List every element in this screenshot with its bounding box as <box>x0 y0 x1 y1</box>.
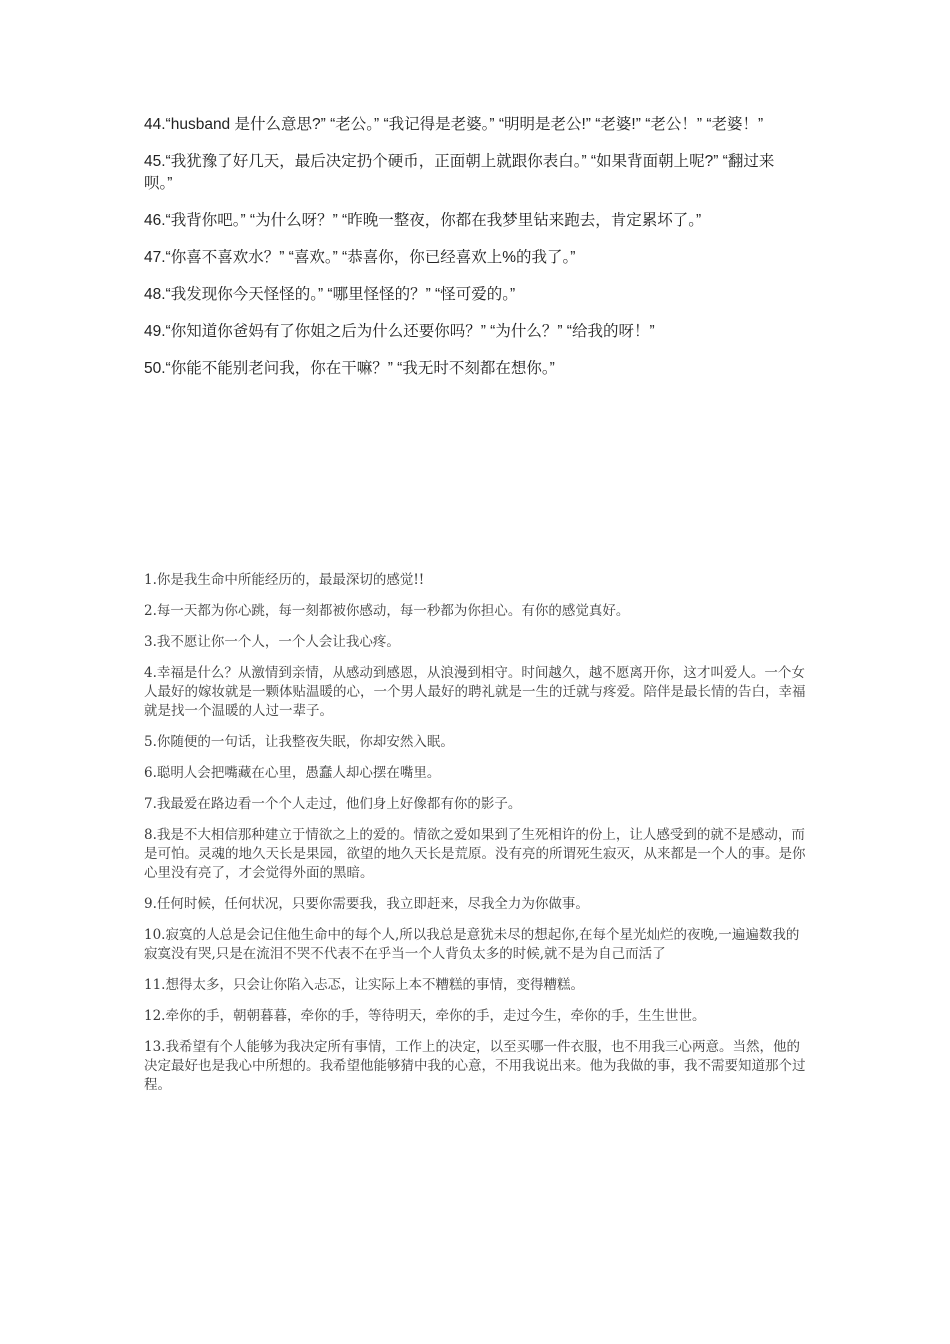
paragraph-46: 46.“我背你吧。” “为什么呀？” “昨晚一整夜，你都在我梦里钻来跑去，肯定累坏了。” <box>144 212 702 229</box>
quote-7: 7.我最爱在路边看一个个人走过，他们身上好像都有你的影子。 <box>144 796 522 812</box>
quote-10: 10.寂寞的人总是会记住他生命中的每个人,所以我总是意犹未尽的想起你,在每个星光灿烂的夜晚,一遍遍数我的寂寞没有哭,只是在流泪不哭不代表不在乎当一个人背负太多的时候,就不是为自己而活了 <box>144 927 800 962</box>
quote-9: 9.任何时候，任何状况，只要你需要我，我立即赶来，尽我全力为你做事。 <box>144 896 589 912</box>
paragraph-45: 45.“我犹豫了好几天，最后决定扔个硬币，正面朝上就跟你表白。” “如果背面朝上呢?” “翻过来呗。” <box>144 153 775 192</box>
quote-5: 5.你随便的一句话，让我整夜失眠，你却安然入眠。 <box>144 734 454 750</box>
paragraph-44: 44.“husband 是什么意思?” “老公。” “我记得是老婆。” “明明是老公!” “老婆!” “老公！” “老婆！” <box>144 116 764 133</box>
quote-3: 3.我不愿让你一个人，一个人会让我心疼。 <box>144 634 400 650</box>
quote-12: 12.牵你的手，朝朝暮暮，牵你的手，等待明天，牵你的手，走过今生，牵你的手，生生世世。 <box>144 1008 706 1024</box>
quote-1: 1.你是我生命中所能经历的，最最深切的感觉!! <box>144 572 425 588</box>
love-quotes-section <box>144 571 808 1107</box>
quote-6: 6.聪明人会把嘴藏在心里，愚蠢人却心摆在嘴里。 <box>144 765 441 781</box>
paragraph-48: 48.“我发现你今天怪怪的。” “哪里怪怪的？” “怪可爱的。” <box>144 286 516 303</box>
quote-8: 8.我是不大相信那种建立于情欲之上的爱的。情欲之爱如果到了生死相许的份上，让人感受到的就不是感动，而是可怕。灵魂的地久天长是果园，欲望的地久天长是荒原。没有亮的所谓死生寂灭，从来都是一个人的事。是你心里没有亮了，才会觉得外面的黑暗。 <box>144 827 806 881</box>
paragraph-50: 50.“你能不能别老问我，你在干嘛？” “我无时不刻都在想你。” <box>144 360 555 377</box>
quote-4: 4.幸福是什么？从激情到亲情，从感动到感恩，从浪漫到相守。时间越久，越不愿离开你，这才叫爱人。一个女人最好的嫁妆就是一颗体贴温暖的心，一个男人最好的聘礼就是一生的迁就与疼爱。陪伴是最长情的告白，幸福就是找一个温暖的人过一辈子。 <box>144 665 806 719</box>
dialogue-jokes-section <box>144 114 784 395</box>
quote-11: 11.想得太多，只会让你陷入忐忑，让实际上本不糟糕的事情，变得糟糕。 <box>144 977 584 993</box>
quote-13: 13.我希望有个人能够为我决定所有事情，工作上的决定，以至买哪一件衣服，也不用我三心两意。当然，他的决定最好也是我心中所想的。我希望他能够猜中我的心意，不用我说出来。他为我做的事，我不需要知道那个过程。 <box>144 1039 806 1093</box>
quote-2: 2.每一天都为你心跳，每一刻都被你感动，每一秒都为你担心。有你的感觉真好。 <box>144 603 630 619</box>
paragraph-49: 49.“你知道你爸妈有了你姐之后为什么还要你吗？” “为什么？” “给我的呀！” <box>144 323 655 340</box>
paragraph-47: 47.“你喜不喜欢水？” “喜欢。” “恭喜你，你已经喜欢上%的我了。” <box>144 249 576 266</box>
